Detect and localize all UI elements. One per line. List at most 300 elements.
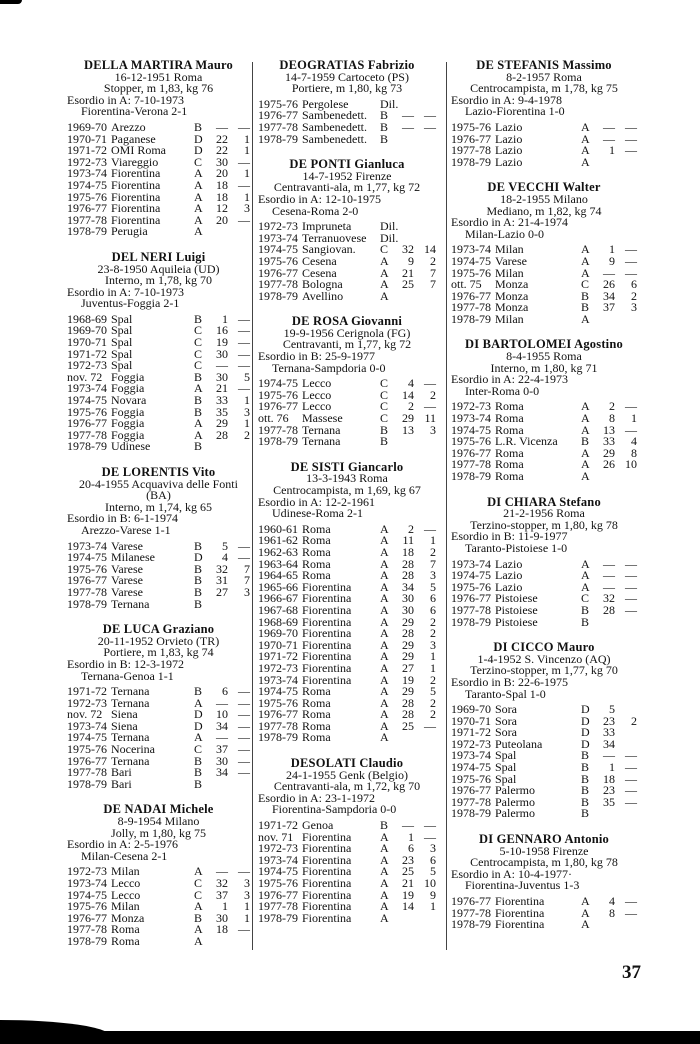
player-role: Terzino-stopper, m 1,80, kg 78: [470, 517, 618, 532]
league-cell: A: [380, 684, 389, 699]
appearances-cell: 4: [222, 550, 228, 565]
goals-cell: —: [625, 894, 637, 908]
appearances-cell: [209, 599, 228, 611]
season-cell: 1973-74: [67, 718, 107, 733]
player-birth: 8-4-1955 Roma: [506, 349, 582, 364]
team-cell: Fiorentina: [302, 864, 352, 879]
appearances-cell: [596, 617, 615, 629]
appearances-cell: 33: [603, 434, 615, 449]
appearances-cell: 8: [609, 905, 615, 920]
team-cell: Pistoiese: [495, 591, 538, 606]
team-cell: Sambenedett.: [302, 119, 367, 134]
appearances-cell: 19: [402, 672, 414, 687]
team-cell: Fiorentina: [302, 626, 352, 641]
player-header: [258, 159, 436, 217]
league-cell: C: [194, 335, 203, 350]
season-cell: 1974-75: [67, 730, 107, 745]
appearances-cell: —: [603, 748, 615, 763]
player-name: DI CICCO Mauro: [493, 640, 595, 655]
league-cell: D: [581, 725, 590, 740]
team-cell: L.R. Vicenza: [495, 434, 558, 449]
column-2: [258, 60, 436, 938]
appearances-cell: 32: [603, 591, 615, 606]
league-cell: A: [581, 579, 590, 594]
team-cell: Monza: [495, 300, 529, 315]
league-cell: B: [380, 131, 389, 146]
appearances-cell: 23: [603, 713, 615, 728]
goals-cell: 2: [430, 387, 436, 402]
goals-cell: 3: [244, 887, 250, 902]
season-cell: 1974-75: [258, 242, 298, 257]
appearances-cell: [596, 919, 615, 931]
team-cell: Ternana: [111, 753, 150, 768]
goals-cell: 2: [430, 695, 436, 710]
goals-cell: —: [238, 550, 250, 565]
team-cell: Milan: [111, 899, 140, 914]
team-cell: Spal: [111, 346, 133, 361]
appearances-cell: 28: [603, 602, 615, 617]
appearances-cell: —: [216, 695, 228, 710]
season-cell: 1963-64: [258, 556, 298, 571]
season-cell: 1978-79: [451, 311, 491, 326]
player-birth: 16-12-1951 Roma: [114, 69, 203, 84]
goals-cell: 3: [430, 637, 436, 652]
team-cell: Fiorentina: [302, 614, 352, 629]
season-cell: 1978-79: [67, 776, 107, 791]
appearances-cell: 22: [216, 143, 228, 158]
goals-cell: —: [625, 760, 637, 775]
player-entry: [258, 60, 436, 145]
league-cell: B: [380, 108, 389, 123]
team-cell: Lazio: [495, 154, 523, 169]
goals-cell: 1: [631, 411, 637, 426]
appearances-cell: 28: [402, 707, 414, 722]
season-cell: 1973-74: [67, 538, 107, 553]
season-cell: 1974-75: [258, 864, 298, 879]
player-entry: [451, 494, 637, 629]
appearances-cell: —: [603, 579, 615, 594]
player-name: DESOLATI Claudio: [290, 756, 404, 771]
player-header: [67, 804, 250, 862]
goals-cell: [228, 599, 250, 611]
player-debut-match: Ternana-Genoa 1-1: [81, 668, 174, 683]
player-name: DE ROSA Giovanni: [291, 314, 403, 329]
season-cell: 1968-69: [67, 311, 107, 326]
league-cell: A: [581, 311, 590, 326]
appearances-cell: —: [402, 818, 414, 833]
season-cell: 1975-76: [67, 899, 107, 914]
player-header: [451, 339, 637, 397]
season-cell: 1971-72: [451, 725, 491, 740]
career-row: [451, 919, 637, 931]
player-entry: [67, 60, 250, 238]
season-cell: 1972-73: [451, 736, 491, 751]
season-cell: 1973-74: [451, 556, 491, 571]
appearances-cell: 4: [609, 894, 615, 908]
season-cell: 1973-74: [451, 242, 491, 257]
goals-cell: —: [424, 818, 436, 833]
player-birth: 14-7-1959 Cartoceto (PS): [285, 69, 409, 84]
player-name: DE VECCHI Walter: [487, 180, 601, 195]
league-cell: B: [194, 393, 203, 408]
appearances-cell: 37: [216, 742, 228, 757]
goals-cell: 1: [244, 143, 250, 158]
league-cell: D: [194, 707, 203, 722]
season-cell: 1976-77: [258, 399, 298, 414]
goals-cell: 3: [244, 201, 250, 216]
season-cell: 1975-76: [67, 404, 107, 419]
season-cell: 1976-77: [451, 894, 491, 908]
season-cell: 1971-72: [258, 649, 298, 664]
goals-cell: 4: [631, 434, 637, 449]
league-cell: B: [194, 910, 203, 925]
goals-cell: —: [238, 358, 250, 373]
scan-mark: [0, 0, 22, 4]
player-name: DE PONTI Gianluca: [289, 157, 405, 172]
appearances-cell: 25: [402, 718, 414, 733]
appearances-cell: [596, 808, 615, 820]
career-table: [67, 866, 250, 947]
league-cell: A: [581, 445, 590, 460]
goals-cell: 2: [430, 544, 436, 559]
league-cell: B: [194, 369, 203, 384]
appearances-cell: 31: [216, 573, 228, 588]
career-row: [67, 596, 250, 611]
goals-cell: 2: [631, 713, 637, 728]
league-cell: A: [581, 143, 590, 158]
league-cell: A: [380, 277, 389, 292]
goals-cell: 1: [430, 660, 436, 675]
team-cell: Roma: [302, 556, 331, 571]
league-cell: B: [194, 596, 203, 611]
player-debut: Esordio in A: 7-10-1973: [67, 92, 184, 107]
season-cell: 1978-79: [67, 933, 107, 948]
goals-cell: —: [424, 718, 436, 733]
appearances-cell: 25: [402, 277, 414, 292]
page-number: 37: [622, 962, 641, 983]
appearances-cell: 1: [609, 760, 615, 775]
career-table: [67, 538, 250, 611]
appearances-cell: 28: [402, 695, 414, 710]
team-cell: Spal: [111, 335, 133, 350]
league-cell: C: [194, 876, 203, 890]
season-cell: 1976-77: [451, 783, 491, 798]
player-debut-match: Arezzo-Varese 1-1: [81, 522, 171, 537]
player-entry: [67, 467, 250, 610]
player-debut-match: Cesena-Roma 2-0: [272, 203, 359, 218]
appearances-cell: 20: [216, 166, 228, 181]
team-cell: Fiorentina: [302, 602, 352, 617]
player-entry: [258, 758, 436, 924]
player-debut: Esordio in A: 10-4-1977·: [451, 866, 572, 881]
goals-cell: [615, 617, 637, 629]
goals-cell: 6: [430, 852, 436, 867]
career-table: [451, 119, 637, 169]
player-birth: 14-7-1952 Firenze: [302, 168, 392, 183]
career-table: [451, 401, 637, 482]
season-cell: ott. 75: [451, 277, 482, 292]
goals-cell: —: [238, 707, 250, 722]
goals-cell: 3: [430, 568, 436, 583]
team-cell: Milan: [111, 864, 140, 879]
season-cell: 1977-78: [258, 277, 298, 292]
player-debut: Esordio in A: 22-4-1973: [451, 372, 568, 387]
league-cell: D: [581, 702, 590, 717]
player-debut-match: Fiorentina-Sampdoria 0-0: [272, 802, 397, 817]
season-cell: 1978-79: [258, 131, 298, 146]
goals-cell: [228, 779, 250, 791]
goals-cell: [615, 157, 637, 169]
goals-cell: —: [625, 399, 637, 414]
player-debut: Esordio in A: 23-1-1972: [258, 790, 375, 805]
appearances-cell: —: [603, 119, 615, 134]
player-debut-match: Milan-Lazio 0-0: [465, 226, 544, 241]
goals-cell: 3: [430, 422, 436, 437]
career-table: [67, 686, 250, 790]
career-table: [451, 704, 637, 820]
goals-cell: 1: [244, 189, 250, 204]
player-debut-match: Udinese-Roma 2-1: [272, 506, 363, 521]
league-cell: A: [380, 899, 389, 914]
player-entry: [67, 804, 250, 947]
goals-cell: 7: [430, 556, 436, 571]
season-cell: 1977-78: [67, 765, 107, 780]
player-debut-match: Milan-Cesena 2-1: [81, 848, 168, 863]
appearances-cell: —: [216, 358, 228, 373]
team-cell: Foggia: [111, 427, 145, 442]
team-cell: Roma: [302, 544, 331, 559]
player-debut-match: Fiorentina-Verona 2-1: [81, 104, 188, 119]
player-birth: 18-2-1955 Milano: [500, 191, 588, 206]
season-cell: 1975-76: [258, 876, 298, 890]
goals-cell: —: [238, 753, 250, 768]
season-cell: 1961-62: [258, 533, 298, 548]
league-cell: A: [380, 718, 389, 733]
league-cell: A: [380, 602, 389, 617]
league-cell: C: [380, 387, 389, 402]
player-debut-match: Inter-Roma 0-0: [465, 383, 540, 398]
player-birth: 5-10-1958 Firenze: [499, 843, 589, 858]
appearances-cell: 2: [609, 399, 615, 414]
team-cell: Fiorentina: [111, 166, 161, 181]
player-role: Terzino-stopper, m 1,77, kg 70: [470, 663, 618, 678]
appearances-cell: 9: [408, 253, 414, 268]
league-cell: A: [581, 399, 590, 414]
player-header: [258, 60, 436, 95]
season-cell: 1976-77: [67, 753, 107, 768]
player-birth: 20-4-1955 Acquaviva delle Fonti (BA): [79, 476, 238, 503]
league-cell: A: [194, 730, 203, 745]
season-cell: 1978-79: [451, 614, 491, 629]
goals-cell: —: [625, 783, 637, 798]
goals-cell: 6: [430, 602, 436, 617]
appearances-cell: 20: [216, 212, 228, 227]
team-cell: Massese: [302, 411, 343, 426]
player-role: Centravanti, m 1,77, kg 72: [282, 337, 412, 352]
goals-cell: [414, 913, 436, 925]
league-cell: A: [380, 852, 389, 867]
season-cell: 1976-77: [258, 265, 298, 280]
player-debut: Esordio in B: 25-9-1977: [258, 349, 375, 364]
season-cell: 1973-74: [258, 672, 298, 687]
league-cell: B: [581, 288, 590, 303]
league-cell: A: [380, 695, 389, 710]
career-table: [258, 96, 436, 146]
season-cell: 1969-70: [451, 702, 491, 717]
league-cell: B: [581, 300, 590, 315]
goals-cell: —: [625, 748, 637, 763]
league-cell: D: [581, 713, 590, 728]
league-cell: B: [581, 434, 590, 449]
league-cell: A: [581, 457, 590, 472]
goals-cell: —: [238, 177, 250, 192]
season-cell: 1969-70: [67, 323, 107, 338]
goals-cell: 7: [430, 265, 436, 280]
season-cell: 1975-76: [258, 253, 298, 268]
goals-cell: 1: [244, 393, 250, 408]
player-birth: 24-1-1955 Genk (Belgio): [286, 767, 408, 782]
league-cell: A: [380, 544, 389, 559]
career-table: [451, 896, 637, 931]
appearances-cell: [395, 732, 414, 744]
league-cell: A: [380, 591, 389, 606]
appearances-cell: 1: [609, 143, 615, 158]
career-row: [258, 910, 436, 925]
season-cell: 1971-72: [67, 143, 107, 158]
season-cell: 1978-79: [258, 910, 298, 925]
league-cell: A: [380, 579, 389, 594]
goals-cell: [228, 226, 250, 238]
team-cell: Perugia: [111, 224, 148, 239]
player-birth: 8-2-1957 Roma: [506, 69, 582, 84]
league-cell: A: [194, 922, 203, 937]
season-cell: 1960-61: [258, 521, 298, 536]
league-cell: C: [380, 376, 389, 391]
player-role: Centravanti-ala, m 1,77, kg 72: [273, 180, 421, 195]
goals-cell: [414, 291, 436, 303]
season-cell: 1978-79: [451, 469, 491, 483]
team-cell: Sora: [495, 702, 517, 717]
goals-cell: [414, 436, 436, 448]
appearances-cell: 32: [402, 242, 414, 257]
league-cell: A: [194, 416, 203, 431]
team-cell: Nocerina: [111, 742, 155, 757]
league-cell: A: [581, 556, 590, 571]
league-cell: B: [194, 404, 203, 419]
season-cell: 1976-77: [451, 288, 491, 303]
league-cell: B: [581, 748, 590, 763]
season-cell: 1970-71: [67, 131, 107, 146]
team-cell: Lecco: [111, 887, 141, 902]
season-cell: 1972-73: [451, 399, 491, 414]
goals-cell: —: [238, 154, 250, 169]
team-cell: Bari: [111, 765, 132, 780]
season-cell: 1973-74: [258, 230, 298, 245]
player-debut-match: Taranto-Pistoiese 1-0: [465, 540, 568, 555]
player-debut: Esordio in A: 9-4-1978: [451, 92, 562, 107]
team-cell: Fiorentina: [302, 910, 352, 925]
career-table: [451, 244, 637, 325]
player-entry: [451, 834, 637, 931]
appearances-cell: 11: [402, 533, 414, 548]
career-row: [451, 311, 637, 326]
career-table: [258, 820, 436, 924]
appearances-cell: 16: [216, 323, 228, 338]
team-cell: Roma: [302, 730, 331, 745]
career-row: [67, 776, 250, 791]
player-role: Centrocampista, m 1,80, kg 78: [470, 855, 618, 870]
season-cell: 1975-76: [451, 265, 491, 280]
season-cell: 1977-78: [258, 119, 298, 134]
appearances-cell: 27: [402, 660, 414, 675]
league-cell: B: [194, 776, 203, 791]
player-header: [67, 624, 250, 682]
league-cell: A: [380, 556, 389, 571]
team-cell: Fiorentina: [111, 177, 161, 192]
league-cell: A: [194, 695, 203, 710]
goals-cell: —: [625, 143, 637, 158]
season-cell: 1976-77: [258, 108, 298, 123]
player-role: Centravanti-ala, m 1,72, kg 70: [273, 779, 421, 794]
player-entry: [451, 642, 637, 820]
appearances-cell: [209, 226, 228, 238]
league-cell: A: [380, 626, 389, 641]
season-cell: 1978-79: [67, 439, 107, 454]
season-cell: 1975-76: [451, 119, 491, 134]
team-cell: Sambenedett.: [302, 131, 367, 146]
player-entry: [258, 159, 436, 302]
goals-cell: 1: [244, 416, 250, 431]
team-cell: Sangiovan.: [302, 242, 356, 257]
goals-cell: [228, 936, 250, 948]
player-birth: 20-11-1952 Orvieto (TR): [97, 633, 220, 648]
appearances-cell: —: [402, 119, 414, 134]
goals-cell: —: [238, 323, 250, 338]
league-cell: A: [581, 154, 590, 169]
league-cell: A: [380, 876, 389, 890]
season-cell: 1976-77: [67, 416, 107, 431]
team-cell: Fiorentina: [495, 917, 545, 932]
goals-cell: —: [424, 521, 436, 536]
season-cell: 1972-73: [67, 695, 107, 710]
season-cell: 1978-79: [67, 596, 107, 611]
career-row: [67, 441, 250, 453]
appearances-cell: 29: [402, 637, 414, 652]
goals-cell: 1: [244, 899, 250, 914]
player-birth: 23-8-1950 Aquileia (UD): [97, 261, 220, 276]
player-birth: 8-9-1954 Milano: [117, 814, 200, 829]
goals-cell: —: [625, 556, 637, 571]
player-role: Interno, m 1,78, kg 70: [105, 273, 212, 288]
team-cell: Roma: [495, 457, 524, 472]
appearances-cell: 33: [216, 393, 228, 408]
goals-cell: 5: [430, 579, 436, 594]
season-cell: 1974-75: [67, 393, 107, 408]
team-cell: Fiorentina: [302, 841, 352, 856]
appearances-cell: 5: [609, 702, 615, 717]
season-cell: nov. 72: [67, 369, 103, 384]
appearances-cell: 21: [402, 876, 414, 890]
league-cell: A: [194, 224, 203, 239]
league-cell: A: [380, 265, 389, 280]
player-birth: 19-9-1956 Cerignola (FG): [283, 325, 411, 340]
league-cell: C: [194, 346, 203, 361]
appearances-cell: 2: [408, 521, 414, 536]
appearances-cell: 26: [603, 457, 615, 472]
league-cell: C: [194, 887, 203, 902]
player-header: [451, 182, 637, 240]
player-debut: Esordio in A: 7-10-1973: [67, 284, 184, 299]
